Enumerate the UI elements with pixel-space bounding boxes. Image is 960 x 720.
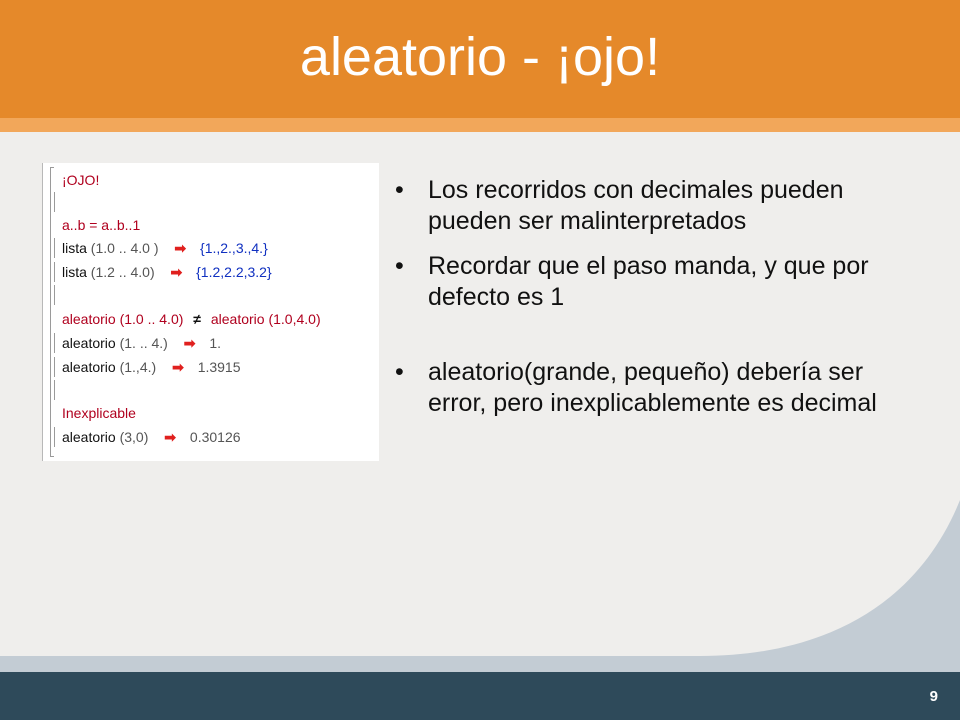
code-empty-line	[54, 380, 62, 400]
footer-bar	[0, 672, 960, 720]
code-line-aleatorio-2: aleatorio (1.,4.) ➡ 1.3915	[54, 357, 241, 377]
code-line-lista-2: lista (1.2 .. 4.0) ➡ {1.2,2.2,3.2}	[54, 262, 272, 282]
bullet-item: • Recordar que el paso manda, y que por defecto es 1	[395, 251, 895, 313]
code-line-inexplicable: Inexplicable	[62, 405, 136, 421]
result-arrow-icon: ➡	[172, 359, 184, 375]
code-empty-line	[54, 285, 62, 305]
code-heading: ¡OJO!	[62, 172, 100, 188]
title-bar-stripe	[0, 118, 960, 132]
bullet-list	[395, 175, 895, 419]
code-line-range: a..b = a..b..1	[62, 217, 141, 233]
code-screenshot	[42, 163, 379, 461]
bullet-item: • Los recorridos con decimales pueden pueden ser malinterpretados	[395, 175, 895, 237]
result-arrow-icon: ➡	[164, 429, 177, 445]
code-line-aleatorio-1: aleatorio (1. .. 4.) ➡ 1.	[54, 333, 221, 353]
code-line-aleatorio-3: aleatorio (3,0) ➡ 0.30126	[54, 427, 241, 447]
result-arrow-icon: ➡	[170, 264, 183, 280]
code-line-lista-1: lista (1.0 .. 4.0 ) ➡ {1.,2.,3.,4.}	[54, 238, 268, 258]
page-number: 9	[929, 688, 938, 705]
result-arrow-icon: ➡	[174, 240, 187, 256]
decorative-swoosh	[0, 480, 960, 680]
not-equal-icon: ≠	[193, 311, 201, 327]
slide-title: aleatorio - ¡ojo!	[299, 27, 661, 87]
bullet-item: • aleatorio(grande, pequeño) debería ser error, pero inexplicablemente es decimal	[395, 357, 895, 419]
code-empty-line	[54, 192, 62, 212]
result-arrow-icon: ➡	[183, 335, 196, 351]
code-line-not-equal: aleatorio (1.0 .. 4.0) ≠ aleatorio (1.0,4.0)	[62, 311, 321, 327]
